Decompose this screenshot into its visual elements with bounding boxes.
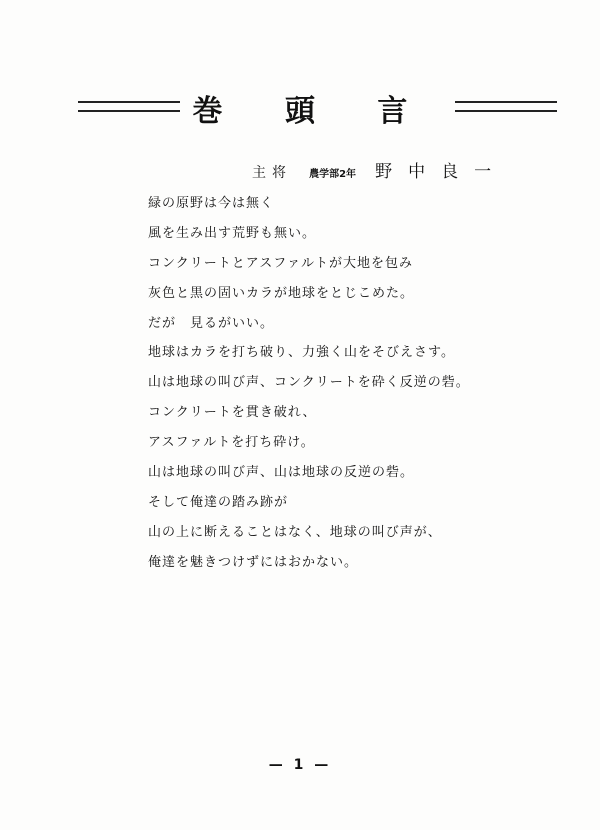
- poem-line: 山は地球の叫び声、山は地球の反逆の砦。: [148, 465, 415, 481]
- poem-line: 山の上に断えることはなく、地球の叫び声が、: [148, 524, 442, 540]
- poem-line: 山は地球の叫び声、コンクリートを砕く反逆の砦。: [148, 375, 470, 391]
- page-number: — 1 —: [268, 757, 332, 773]
- poem-line: アスファルトを打ち砕け。: [148, 435, 315, 451]
- poem-line: 地球はカラを打ち破り、力強く山をそびえさす。: [148, 345, 455, 361]
- author-department: 農学部2年: [309, 169, 357, 180]
- poem-line: コンクリートを貫き破れ、: [148, 405, 317, 421]
- author-name: 野中良一: [375, 162, 508, 182]
- poem-line: コンクリートとアスファルトが大地を包み: [148, 255, 413, 271]
- poem-line: 俺達を魅きつけずにはおかない。: [148, 554, 359, 570]
- title-row: [0, 80, 600, 130]
- author-role: 主将: [252, 165, 292, 181]
- title-rule-right: [455, 101, 557, 112]
- poem-line: 灰色と黒の固いカラが地球をとじこめた。: [148, 285, 415, 301]
- page-title: 巻 頭 言: [192, 94, 434, 129]
- author-line: [252, 157, 507, 182]
- poem-body: [148, 193, 470, 582]
- poem-line: 緑の原野は今は無く: [148, 196, 275, 211]
- poem-line: そして俺達の踏み跡が: [148, 494, 289, 510]
- poem-line: 風を生み出す荒野も無い。: [148, 225, 317, 241]
- poem-line: だが 見るがいい。: [148, 315, 275, 331]
